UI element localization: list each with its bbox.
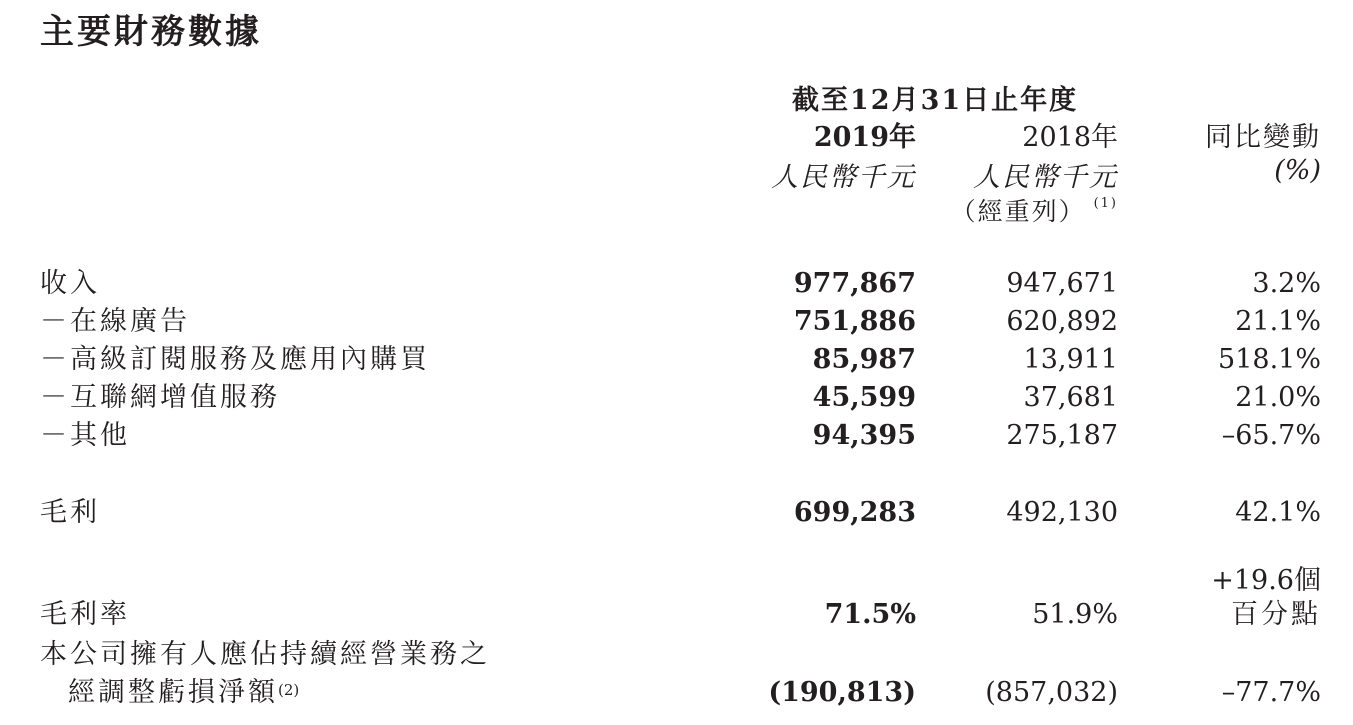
value-yoy: 42.1% <box>1235 497 1321 528</box>
value-yoy: 518.1% <box>1218 344 1321 375</box>
value-2019: 977,867 <box>793 268 916 299</box>
unit-2018: 人民幣千元 <box>973 162 1118 193</box>
footnote-marker: (1) <box>1093 196 1118 211</box>
table-row <box>0 636 1353 674</box>
value-2018: 947,671 <box>1006 268 1118 299</box>
value-yoy: –65.7% <box>1221 420 1321 451</box>
table-row <box>0 417 1353 455</box>
column-header-yoy: 同比變動 <box>1205 122 1321 153</box>
value-yoy: 3.2% <box>1252 268 1321 299</box>
unit-yoy: (%) <box>1274 155 1321 186</box>
column-header-2019: 2019年 <box>813 122 916 153</box>
value-2018: 275,187 <box>1006 420 1118 451</box>
footnote-marker: (2) <box>278 681 300 699</box>
row-label: －互聯網增值服務 <box>40 382 280 413</box>
row-label: －在線廣告 <box>40 306 190 337</box>
restated-label: （經重列） <box>950 197 1086 226</box>
value-2018: 37,681 <box>1023 382 1118 413</box>
row-label: －高級訂閱服務及應用內購買 <box>40 344 430 375</box>
row-label-text: 經調整虧損淨額 <box>68 677 278 708</box>
value-2018: 492,130 <box>1006 497 1118 528</box>
value-2019: 85,987 <box>812 344 916 375</box>
value-yoy: 21.1% <box>1235 306 1321 337</box>
table-row <box>0 379 1353 417</box>
value-yoy-line2: 百分點 <box>1231 599 1321 630</box>
value-2019: (190,813) <box>768 677 916 708</box>
value-yoy-line1: +19.6個 <box>1211 565 1321 596</box>
unit-2019: 人民幣千元 <box>771 162 916 193</box>
table-row <box>0 265 1353 303</box>
restated-note <box>951 192 1118 228</box>
value-2019: 71.5% <box>824 599 916 630</box>
value-2019: 751,886 <box>793 306 916 337</box>
value-2018: (857,032) <box>985 677 1118 708</box>
column-header-2018: 2018年 <box>1022 122 1118 153</box>
row-label: －其他 <box>40 420 130 451</box>
row-label: 收入 <box>40 268 100 299</box>
value-yoy: –77.7% <box>1221 677 1321 708</box>
row-label: 毛利 <box>40 497 100 528</box>
table-row <box>0 494 1353 532</box>
row-label: 毛利率 <box>40 599 130 630</box>
value-2019: 699,283 <box>793 497 916 528</box>
page-title: 主要財務數據 <box>40 12 262 52</box>
value-2018: 13,911 <box>1023 344 1118 375</box>
table-row <box>0 562 1353 600</box>
table-row <box>0 303 1353 341</box>
table-row <box>0 596 1353 634</box>
value-yoy: 21.0% <box>1235 382 1321 413</box>
table-row <box>0 341 1353 379</box>
value-2018: 620,892 <box>1006 306 1118 337</box>
value-2019: 45,599 <box>812 382 916 413</box>
row-label-line1: 本公司擁有人應佔持續經營業務之 <box>40 639 490 670</box>
row-label-line2 <box>68 674 299 712</box>
value-2018: 51.9% <box>1032 599 1118 630</box>
table-row <box>0 674 1353 712</box>
value-2019: 94,395 <box>812 420 916 451</box>
period-header: 截至12月31日止年度 <box>792 85 1079 116</box>
